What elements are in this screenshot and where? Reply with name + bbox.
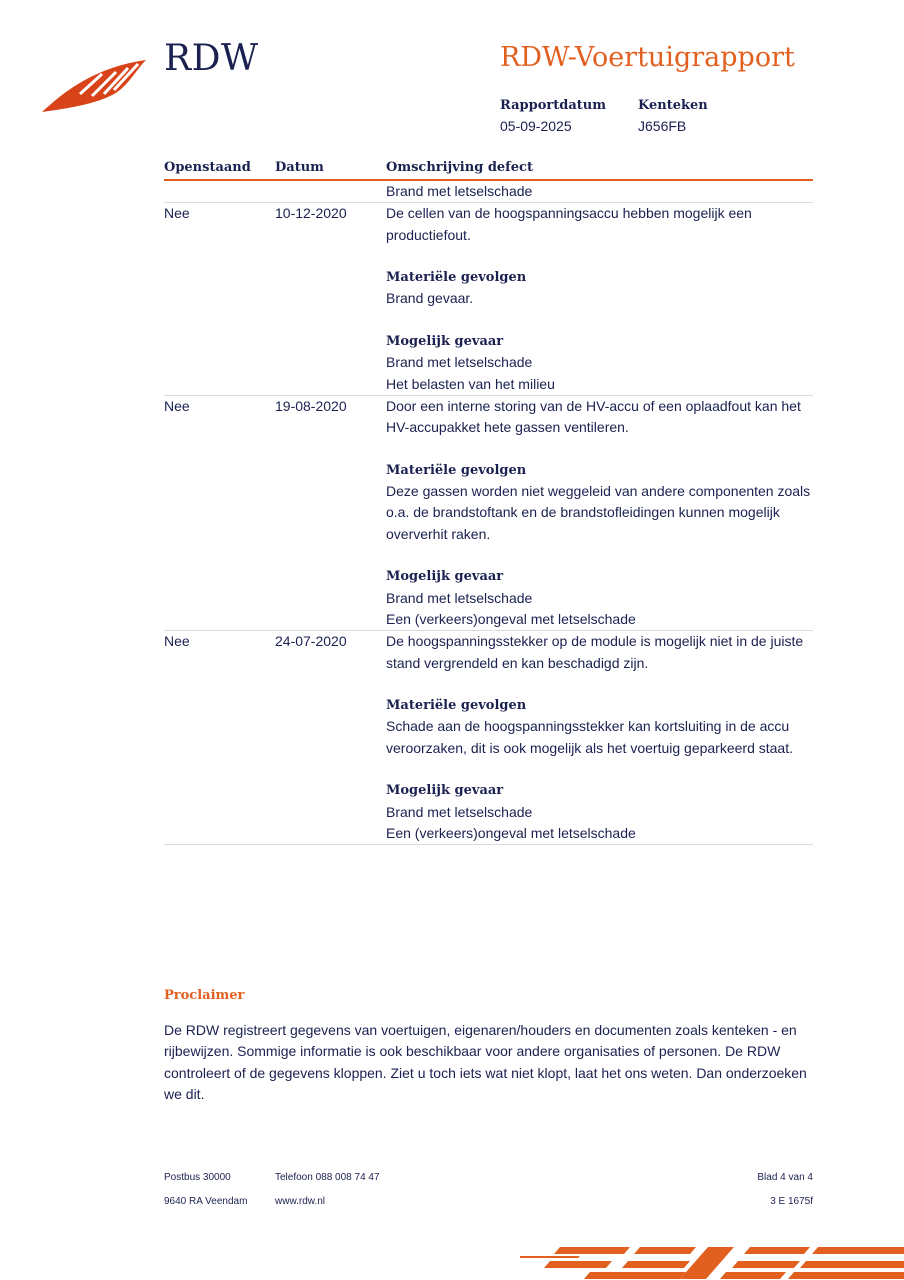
danger-line: Brand met letselschade <box>386 803 533 820</box>
open-cell: Nee <box>164 397 190 414</box>
danger-heading: Mogelijk gevaar <box>386 334 504 350</box>
description-line: stand vergrendeld en kan beschadigd zijn. <box>386 654 649 671</box>
column-header-description: Omschrijving defect <box>386 160 533 175</box>
proclaimer-text <box>164 1020 813 1105</box>
column-header-open: Openstaand <box>164 160 251 175</box>
date-cell: 24-07-2020 <box>275 633 347 650</box>
defects-table <box>164 160 813 845</box>
open-cell: Nee <box>164 205 190 222</box>
plate-value: J656FB <box>638 118 687 134</box>
date-cell: 19-08-2020 <box>275 397 347 414</box>
table-row <box>164 396 813 631</box>
danger-heading: Mogelijk gevaar <box>386 569 504 585</box>
footer-phone: Telefoon 088 008 74 47 <box>275 1172 380 1183</box>
proclaimer-line: De RDW registreert gegevens van voertuigen, eigenaren/houders en documenten zoals kenteken - en <box>164 1022 797 1038</box>
footer-website-link[interactable]: www.rdw.nl <box>275 1196 326 1207</box>
description-line: productiefout. <box>386 226 471 243</box>
proclaimer-line: rijbewijzen. Sommige informatie is ook beschikbaar voor andere organisaties of personen. De RDW <box>164 1043 781 1060</box>
material-line: oververhit raken. <box>386 525 491 542</box>
description-line: HV-accupakket hete gassen ventileren. <box>386 419 629 436</box>
report-date-label: Rapportdatum <box>500 98 606 113</box>
footer-document-code: 3 E 1675f <box>770 1196 813 1207</box>
description-cell <box>386 396 813 630</box>
table-header <box>164 160 813 181</box>
report-date-value: 05-09-2025 <box>500 118 572 134</box>
proclaimer-section <box>164 988 813 1105</box>
proclaimer-line: we dit. <box>164 1085 205 1102</box>
danger-line: Een (verkeers)ongeval met letselschade <box>386 824 636 841</box>
danger-line: Een (verkeers)ongeval met letselschade <box>386 610 636 627</box>
continued-row: Brand met letselschade <box>164 181 813 203</box>
danger-line: Brand met letselschade <box>386 589 533 606</box>
description-cell <box>386 203 813 395</box>
description-line: Door een interne storing van de HV-accu of een oplaadfout kan het <box>386 397 801 414</box>
danger-line: Brand met letselschade <box>386 354 533 371</box>
description-line: De cellen van de hoogspanningsaccu hebben mogelijk een <box>386 205 752 222</box>
material-line: veroorzaken, dit is ook mogelijk als het voertuig geparkeerd staat. <box>386 739 793 756</box>
proclaimer-title: Proclaimer <box>164 988 245 1003</box>
danger-line: Het belasten van het milieu <box>386 375 555 392</box>
column-header-date: Datum <box>275 160 324 175</box>
proclaimer-line: controleert of de gegevens kloppen. Ziet u toch iets wat niet klopt, laat het ons weten. Dan onderzoeken <box>164 1064 807 1081</box>
footer-address-1: Postbus 30000 <box>164 1172 231 1183</box>
footer-address-2: 9640 RA Veendam <box>164 1196 248 1207</box>
description-line: De hoogspanningsstekker op de module is mogelijk niet in de juiste <box>386 633 804 650</box>
material-heading: Materiële gevolgen <box>386 270 527 286</box>
material-line: Schade aan de hoogspanningsstekker kan kortsluiting in de accu <box>386 718 790 735</box>
date-cell: 10-12-2020 <box>275 205 347 222</box>
material-line: Deze gassen worden niet weggeleid van andere componenten zoals <box>386 483 811 500</box>
feather-logo-icon <box>40 56 148 114</box>
material-heading: Materiële gevolgen <box>386 462 527 478</box>
material-line: o.a. de brandstoftank en de brandstofleidingen kunnen mogelijk <box>386 504 780 521</box>
table-row <box>164 631 813 845</box>
decorative-stripes-icon <box>520 1244 904 1280</box>
rdw-logo <box>40 38 259 118</box>
material-line: Brand gevaar. <box>386 290 474 307</box>
report-date-block <box>500 98 606 134</box>
danger-heading: Mogelijk gevaar <box>386 783 504 799</box>
open-cell: Nee <box>164 633 190 650</box>
description-cell <box>386 631 813 844</box>
plate-label: Kenteken <box>638 98 708 113</box>
footer-page-number: Blad 4 van 4 <box>757 1172 813 1183</box>
material-heading: Materiële gevolgen <box>386 698 527 714</box>
plate-block <box>638 98 708 134</box>
table-row <box>164 203 813 396</box>
logo-text: RDW <box>164 38 259 79</box>
report-title: RDW-Voertuigrapport <box>500 42 795 73</box>
